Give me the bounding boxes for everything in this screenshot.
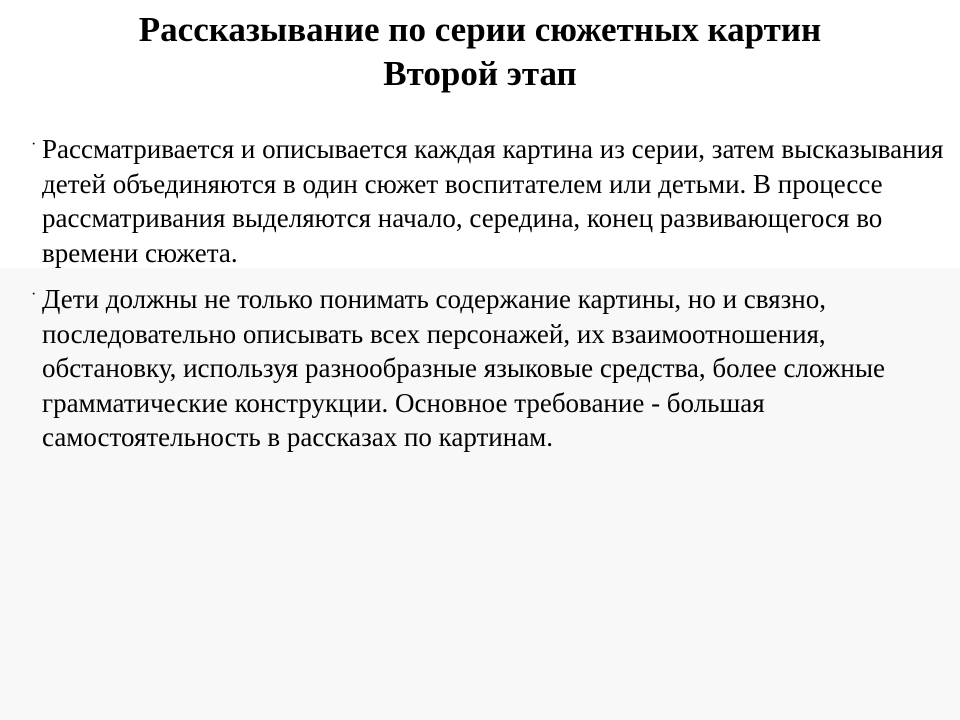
slide-title <box>0 8 960 96</box>
bullet-marker-icon: · <box>31 286 37 303</box>
bullet-item-1 <box>0 132 960 270</box>
bullet-marker-icon: · <box>31 136 37 153</box>
bullet-list <box>0 132 960 467</box>
slide-subtitle: Второй этап <box>383 54 577 93</box>
bullet-text: Рассматривается и описывается каждая картина из серии, затем высказывания детей объединяются в один сюжет воспитателем или детьми. В процессе рассматривания выделяются начало, середина, конец развивающегося во времени сюжета. <box>42 134 944 268</box>
bullet-item-2 <box>0 282 960 455</box>
slide-title-line-1: Рассказывание по серии сюжетных картин <box>138 10 822 49</box>
bullet-text: Дети должны не только понимать содержание картины, но и связно, последовательно описывать всех персонажей, их взаимоотношения, обстановку, используя разнообразные языковые средства, более сложные грамматические конструкции. Основное требование - большая самостоятельность в рассказах по картинам. <box>42 284 885 452</box>
